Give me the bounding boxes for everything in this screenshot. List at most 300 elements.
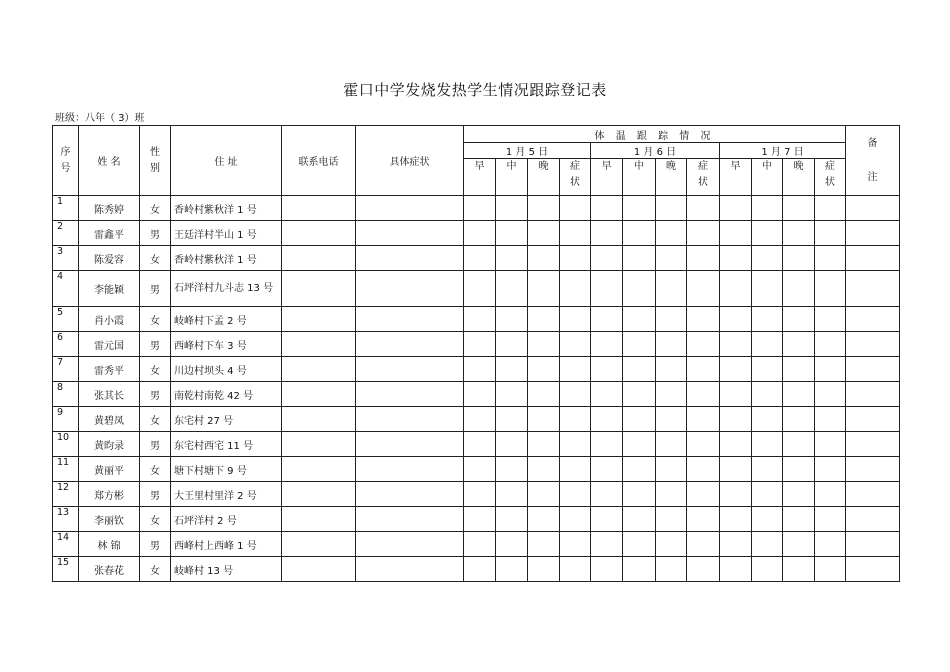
temperature-cell [815, 271, 846, 307]
slot-symptom-day-3: 症 状 [815, 159, 846, 196]
header-day-1: 1 月 5 日 [464, 143, 591, 159]
row-number: 2 [53, 221, 79, 246]
student-name: 雷秀平 [79, 357, 140, 382]
table-row [53, 557, 900, 582]
symptoms-cell [356, 221, 464, 246]
slot-noon-day-3: 中 [752, 159, 783, 196]
temperature-cell [687, 507, 720, 532]
temperature-cell [464, 196, 496, 221]
slot-morning-day-1: 早 [464, 159, 496, 196]
slot-noon-day-2: 中 [623, 159, 656, 196]
temperature-cell [687, 307, 720, 332]
temperature-cell [528, 482, 560, 507]
temperature-cell [528, 532, 560, 557]
temperature-cell [623, 307, 656, 332]
table-row [53, 307, 900, 332]
temperature-cell [560, 196, 591, 221]
temperature-cell [464, 507, 496, 532]
student-address: 石坪洋村九斗志 13 号 [171, 271, 282, 307]
temperature-cell [687, 221, 720, 246]
student-name: 黄昀录 [79, 432, 140, 457]
symptoms-cell [356, 246, 464, 271]
header-symptoms: 具体症状 [356, 126, 464, 196]
remark-cell [846, 246, 900, 271]
slot-noon-day-1: 中 [496, 159, 528, 196]
temperature-cell [687, 196, 720, 221]
phone-cell [282, 196, 356, 221]
temperature-cell [591, 557, 623, 582]
temperature-cell [687, 407, 720, 432]
student-gender: 女 [140, 557, 171, 582]
slot-evening-day-1: 晚 [528, 159, 560, 196]
student-name: 黄碧凤 [79, 407, 140, 432]
student-name: 雷元国 [79, 332, 140, 357]
student-address: 东宅村 27 号 [171, 407, 282, 432]
temperature-cell [815, 407, 846, 432]
table-row [53, 482, 900, 507]
temperature-cell [720, 307, 752, 332]
temperature-cell [783, 557, 815, 582]
symptoms-cell [356, 357, 464, 382]
phone-cell [282, 457, 356, 482]
temperature-cell [656, 307, 687, 332]
temperature-cell [623, 221, 656, 246]
temperature-cell [623, 196, 656, 221]
temperature-cell [528, 407, 560, 432]
table-row [53, 221, 900, 246]
header-name: 姓 名 [79, 126, 140, 196]
slot-evening-day-2: 晚 [656, 159, 687, 196]
student-address: 大王里村里洋 2 号 [171, 482, 282, 507]
temperature-cell [752, 432, 783, 457]
temperature-cell [752, 457, 783, 482]
temperature-cell [720, 532, 752, 557]
symptoms-cell [356, 432, 464, 457]
temperature-cell [591, 196, 623, 221]
temperature-cell [752, 482, 783, 507]
page-title: 霍口中学发烧发热学生情况跟踪登记表 [343, 81, 607, 99]
temperature-cell [560, 482, 591, 507]
temperature-cell [656, 246, 687, 271]
student-address: 川边村坝头 4 号 [171, 357, 282, 382]
phone-cell [282, 246, 356, 271]
header-day-2: 1 月 6 日 [591, 143, 720, 159]
temperature-cell [720, 221, 752, 246]
remark-cell [846, 307, 900, 332]
phone-cell [282, 557, 356, 582]
remark-cell [846, 482, 900, 507]
table-row [53, 196, 900, 221]
row-number: 8 [53, 382, 79, 407]
table-row [53, 271, 900, 307]
temperature-cell [623, 507, 656, 532]
row-number: 13 [53, 507, 79, 532]
student-name: 黄丽平 [79, 457, 140, 482]
slot-symptom-day-2: 症 状 [687, 159, 720, 196]
temperature-cell [591, 432, 623, 457]
temperature-cell [623, 457, 656, 482]
student-gender: 女 [140, 507, 171, 532]
header-address: 住 址 [171, 126, 282, 196]
temperature-cell [720, 407, 752, 432]
row-number: 15 [53, 557, 79, 582]
symptoms-cell [356, 407, 464, 432]
table-row [53, 407, 900, 432]
temperature-cell [528, 246, 560, 271]
student-name: 郑方彬 [79, 482, 140, 507]
temperature-cell [560, 407, 591, 432]
temperature-cell [815, 382, 846, 407]
temperature-cell [783, 457, 815, 482]
student-name: 陈秀婷 [79, 196, 140, 221]
temperature-cell [528, 307, 560, 332]
temperature-cell [464, 271, 496, 307]
temperature-cell [464, 557, 496, 582]
student-gender: 男 [140, 332, 171, 357]
phone-cell [282, 532, 356, 557]
temperature-cell [783, 432, 815, 457]
temperature-cell [623, 482, 656, 507]
temperature-cell [464, 357, 496, 382]
student-name: 林 锦 [79, 532, 140, 557]
student-address: 石坪洋村 2 号 [171, 507, 282, 532]
temperature-cell [687, 382, 720, 407]
student-gender: 女 [140, 407, 171, 432]
temperature-cell [656, 357, 687, 382]
phone-cell [282, 332, 356, 357]
temperature-cell [560, 246, 591, 271]
slot-symptom-day-1: 症 状 [560, 159, 591, 196]
temperature-cell [623, 382, 656, 407]
student-gender: 女 [140, 457, 171, 482]
temperature-cell [528, 221, 560, 246]
student-name: 雷鑫平 [79, 221, 140, 246]
temperature-cell [687, 482, 720, 507]
temperature-cell [560, 532, 591, 557]
table-row [53, 457, 900, 482]
symptoms-cell [356, 382, 464, 407]
temperature-cell [752, 507, 783, 532]
temperature-cell [496, 196, 528, 221]
temperature-cell [815, 221, 846, 246]
temperature-cell [783, 196, 815, 221]
student-address: 塘下村塘下 9 号 [171, 457, 282, 482]
temperature-cell [752, 246, 783, 271]
temperature-cell [528, 457, 560, 482]
remark-cell [846, 382, 900, 407]
temperature-cell [687, 457, 720, 482]
temperature-cell [720, 557, 752, 582]
remark-cell [846, 332, 900, 357]
row-number: 1 [53, 196, 79, 221]
temperature-cell [752, 557, 783, 582]
temperature-cell [752, 221, 783, 246]
row-number: 5 [53, 307, 79, 332]
table-row [53, 246, 900, 271]
temperature-cell [591, 221, 623, 246]
temperature-cell [623, 557, 656, 582]
temperature-cell [464, 482, 496, 507]
temperature-cell [528, 271, 560, 307]
table-row [53, 532, 900, 557]
header-phone: 联系电话 [282, 126, 356, 196]
remark-cell [846, 357, 900, 382]
temperature-cell [591, 246, 623, 271]
phone-cell [282, 307, 356, 332]
temperature-cell [560, 332, 591, 357]
slot-morning-day-2: 早 [591, 159, 623, 196]
class-label: 班级：八年（ 3）班 [55, 113, 145, 124]
temperature-cell [752, 357, 783, 382]
temperature-cell [720, 196, 752, 221]
temperature-cell [687, 271, 720, 307]
symptoms-cell [356, 271, 464, 307]
temperature-cell [656, 407, 687, 432]
temperature-cell [560, 457, 591, 482]
phone-cell [282, 432, 356, 457]
symptoms-cell [356, 196, 464, 221]
student-address: 岐峰村 13 号 [171, 557, 282, 582]
temperature-cell [496, 507, 528, 532]
row-number: 11 [53, 457, 79, 482]
temperature-cell [720, 432, 752, 457]
temperature-cell [656, 332, 687, 357]
temperature-cell [687, 432, 720, 457]
temperature-cell [752, 271, 783, 307]
student-name: 李丽钦 [79, 507, 140, 532]
row-number: 6 [53, 332, 79, 357]
phone-cell [282, 382, 356, 407]
temperature-cell [464, 382, 496, 407]
symptoms-cell [356, 507, 464, 532]
temperature-cell [560, 382, 591, 407]
temperature-cell [496, 532, 528, 557]
temperature-cell [591, 382, 623, 407]
temperature-cell [720, 482, 752, 507]
temperature-cell [720, 357, 752, 382]
temperature-cell [528, 357, 560, 382]
temperature-cell [528, 332, 560, 357]
phone-cell [282, 357, 356, 382]
phone-cell [282, 407, 356, 432]
temperature-cell [815, 332, 846, 357]
temperature-cell [496, 432, 528, 457]
temperature-cell [496, 382, 528, 407]
temperature-cell [687, 532, 720, 557]
student-gender: 男 [140, 382, 171, 407]
temperature-cell [687, 357, 720, 382]
temperature-cell [720, 332, 752, 357]
table-row [53, 507, 900, 532]
temperature-cell [815, 432, 846, 457]
symptoms-cell [356, 457, 464, 482]
student-name: 张春花 [79, 557, 140, 582]
temperature-cell [623, 357, 656, 382]
temperature-cell [591, 332, 623, 357]
temperature-cell [752, 382, 783, 407]
student-gender: 男 [140, 271, 171, 307]
temperature-cell [623, 407, 656, 432]
student-address: 香岭村紫秋洋 1 号 [171, 246, 282, 271]
temperature-cell [560, 271, 591, 307]
phone-cell [282, 507, 356, 532]
temperature-cell [496, 221, 528, 246]
temperature-cell [752, 532, 783, 557]
temperature-cell [720, 382, 752, 407]
student-address: 香岭村紫秋洋 1 号 [171, 196, 282, 221]
temperature-cell [720, 457, 752, 482]
header-temperature-tracking: 体 温 跟 踪 情 况 [464, 126, 846, 143]
student-address: 岐峰村下孟 2 号 [171, 307, 282, 332]
temperature-cell [687, 332, 720, 357]
student-gender: 男 [140, 482, 171, 507]
row-number: 4 [53, 271, 79, 307]
temperature-cell [815, 532, 846, 557]
temperature-cell [783, 507, 815, 532]
temperature-cell [752, 407, 783, 432]
temperature-cell [815, 357, 846, 382]
temperature-cell [591, 482, 623, 507]
temperature-cell [623, 532, 656, 557]
temperature-cell [623, 432, 656, 457]
temperature-cell [783, 221, 815, 246]
temperature-cell [783, 482, 815, 507]
temperature-cell [720, 507, 752, 532]
row-number: 9 [53, 407, 79, 432]
header-seq: 序 号 [53, 126, 79, 196]
temperature-cell [815, 196, 846, 221]
temperature-cell [496, 407, 528, 432]
row-number: 3 [53, 246, 79, 271]
table-row [53, 357, 900, 382]
remark-cell [846, 271, 900, 307]
student-address: 西峰村下车 3 号 [171, 332, 282, 357]
student-address: 南乾村南乾 42 号 [171, 382, 282, 407]
temperature-cell [496, 457, 528, 482]
temperature-cell [623, 332, 656, 357]
temperature-cell [464, 532, 496, 557]
temperature-cell [720, 271, 752, 307]
phone-cell [282, 221, 356, 246]
temperature-cell [752, 332, 783, 357]
remark-cell [846, 532, 900, 557]
temperature-cell [591, 457, 623, 482]
student-gender: 女 [140, 307, 171, 332]
temperature-cell [783, 307, 815, 332]
temperature-cell [815, 307, 846, 332]
temperature-cell [528, 196, 560, 221]
temperature-cell [783, 357, 815, 382]
remark-cell [846, 557, 900, 582]
symptoms-cell [356, 307, 464, 332]
remark-cell [846, 221, 900, 246]
temperature-cell [464, 407, 496, 432]
temperature-cell [464, 221, 496, 246]
temperature-cell [783, 332, 815, 357]
temperature-cell [687, 557, 720, 582]
header-day-3: 1 月 7 日 [720, 143, 846, 159]
slot-morning-day-3: 早 [720, 159, 752, 196]
temperature-cell [591, 507, 623, 532]
temperature-cell [496, 357, 528, 382]
temperature-cell [464, 457, 496, 482]
temperature-cell [496, 482, 528, 507]
temperature-cell [591, 357, 623, 382]
temperature-cell [464, 332, 496, 357]
temperature-cell [783, 271, 815, 307]
student-gender: 男 [140, 432, 171, 457]
remark-cell [846, 407, 900, 432]
temperature-cell [783, 246, 815, 271]
header-remark: 备 注 [846, 126, 900, 196]
temperature-cell [656, 271, 687, 307]
temperature-cell [496, 307, 528, 332]
phone-cell [282, 482, 356, 507]
remark-cell [846, 432, 900, 457]
temperature-cell [528, 382, 560, 407]
temperature-cell [464, 246, 496, 271]
temperature-cell [815, 507, 846, 532]
student-gender: 女 [140, 196, 171, 221]
student-address: 王廷洋村半山 1 号 [171, 221, 282, 246]
temperature-cell [496, 246, 528, 271]
symptoms-cell [356, 332, 464, 357]
temperature-cell [591, 271, 623, 307]
temperature-cell [560, 307, 591, 332]
student-name: 李能颖 [79, 271, 140, 307]
student-name: 张其长 [79, 382, 140, 407]
temperature-cell [464, 432, 496, 457]
temperature-cell [623, 246, 656, 271]
temperature-cell [656, 457, 687, 482]
temperature-cell [496, 557, 528, 582]
temperature-cell [528, 557, 560, 582]
temperature-cell [591, 307, 623, 332]
temperature-cell [720, 246, 752, 271]
temperature-cell [656, 196, 687, 221]
temperature-cell [560, 357, 591, 382]
student-name: 陈爱容 [79, 246, 140, 271]
table-row [53, 382, 900, 407]
temperature-cell [560, 221, 591, 246]
symptoms-cell [356, 557, 464, 582]
row-number: 14 [53, 532, 79, 557]
temperature-cell [815, 246, 846, 271]
temperature-cell [687, 246, 720, 271]
temperature-cell [783, 382, 815, 407]
temperature-cell [560, 507, 591, 532]
student-gender: 男 [140, 532, 171, 557]
temperature-cell [560, 432, 591, 457]
student-gender: 女 [140, 246, 171, 271]
temperature-cell [783, 532, 815, 557]
slot-evening-day-3: 晚 [783, 159, 815, 196]
temperature-cell [815, 557, 846, 582]
student-name: 肖小霞 [79, 307, 140, 332]
temperature-cell [752, 307, 783, 332]
row-number: 10 [53, 432, 79, 457]
remark-cell [846, 507, 900, 532]
temperature-cell [496, 271, 528, 307]
temperature-cell [752, 196, 783, 221]
temperature-cell [656, 507, 687, 532]
temperature-cell [656, 432, 687, 457]
temperature-cell [464, 307, 496, 332]
table-row [53, 332, 900, 357]
remark-cell [846, 457, 900, 482]
table-row [53, 432, 900, 457]
student-gender: 女 [140, 357, 171, 382]
